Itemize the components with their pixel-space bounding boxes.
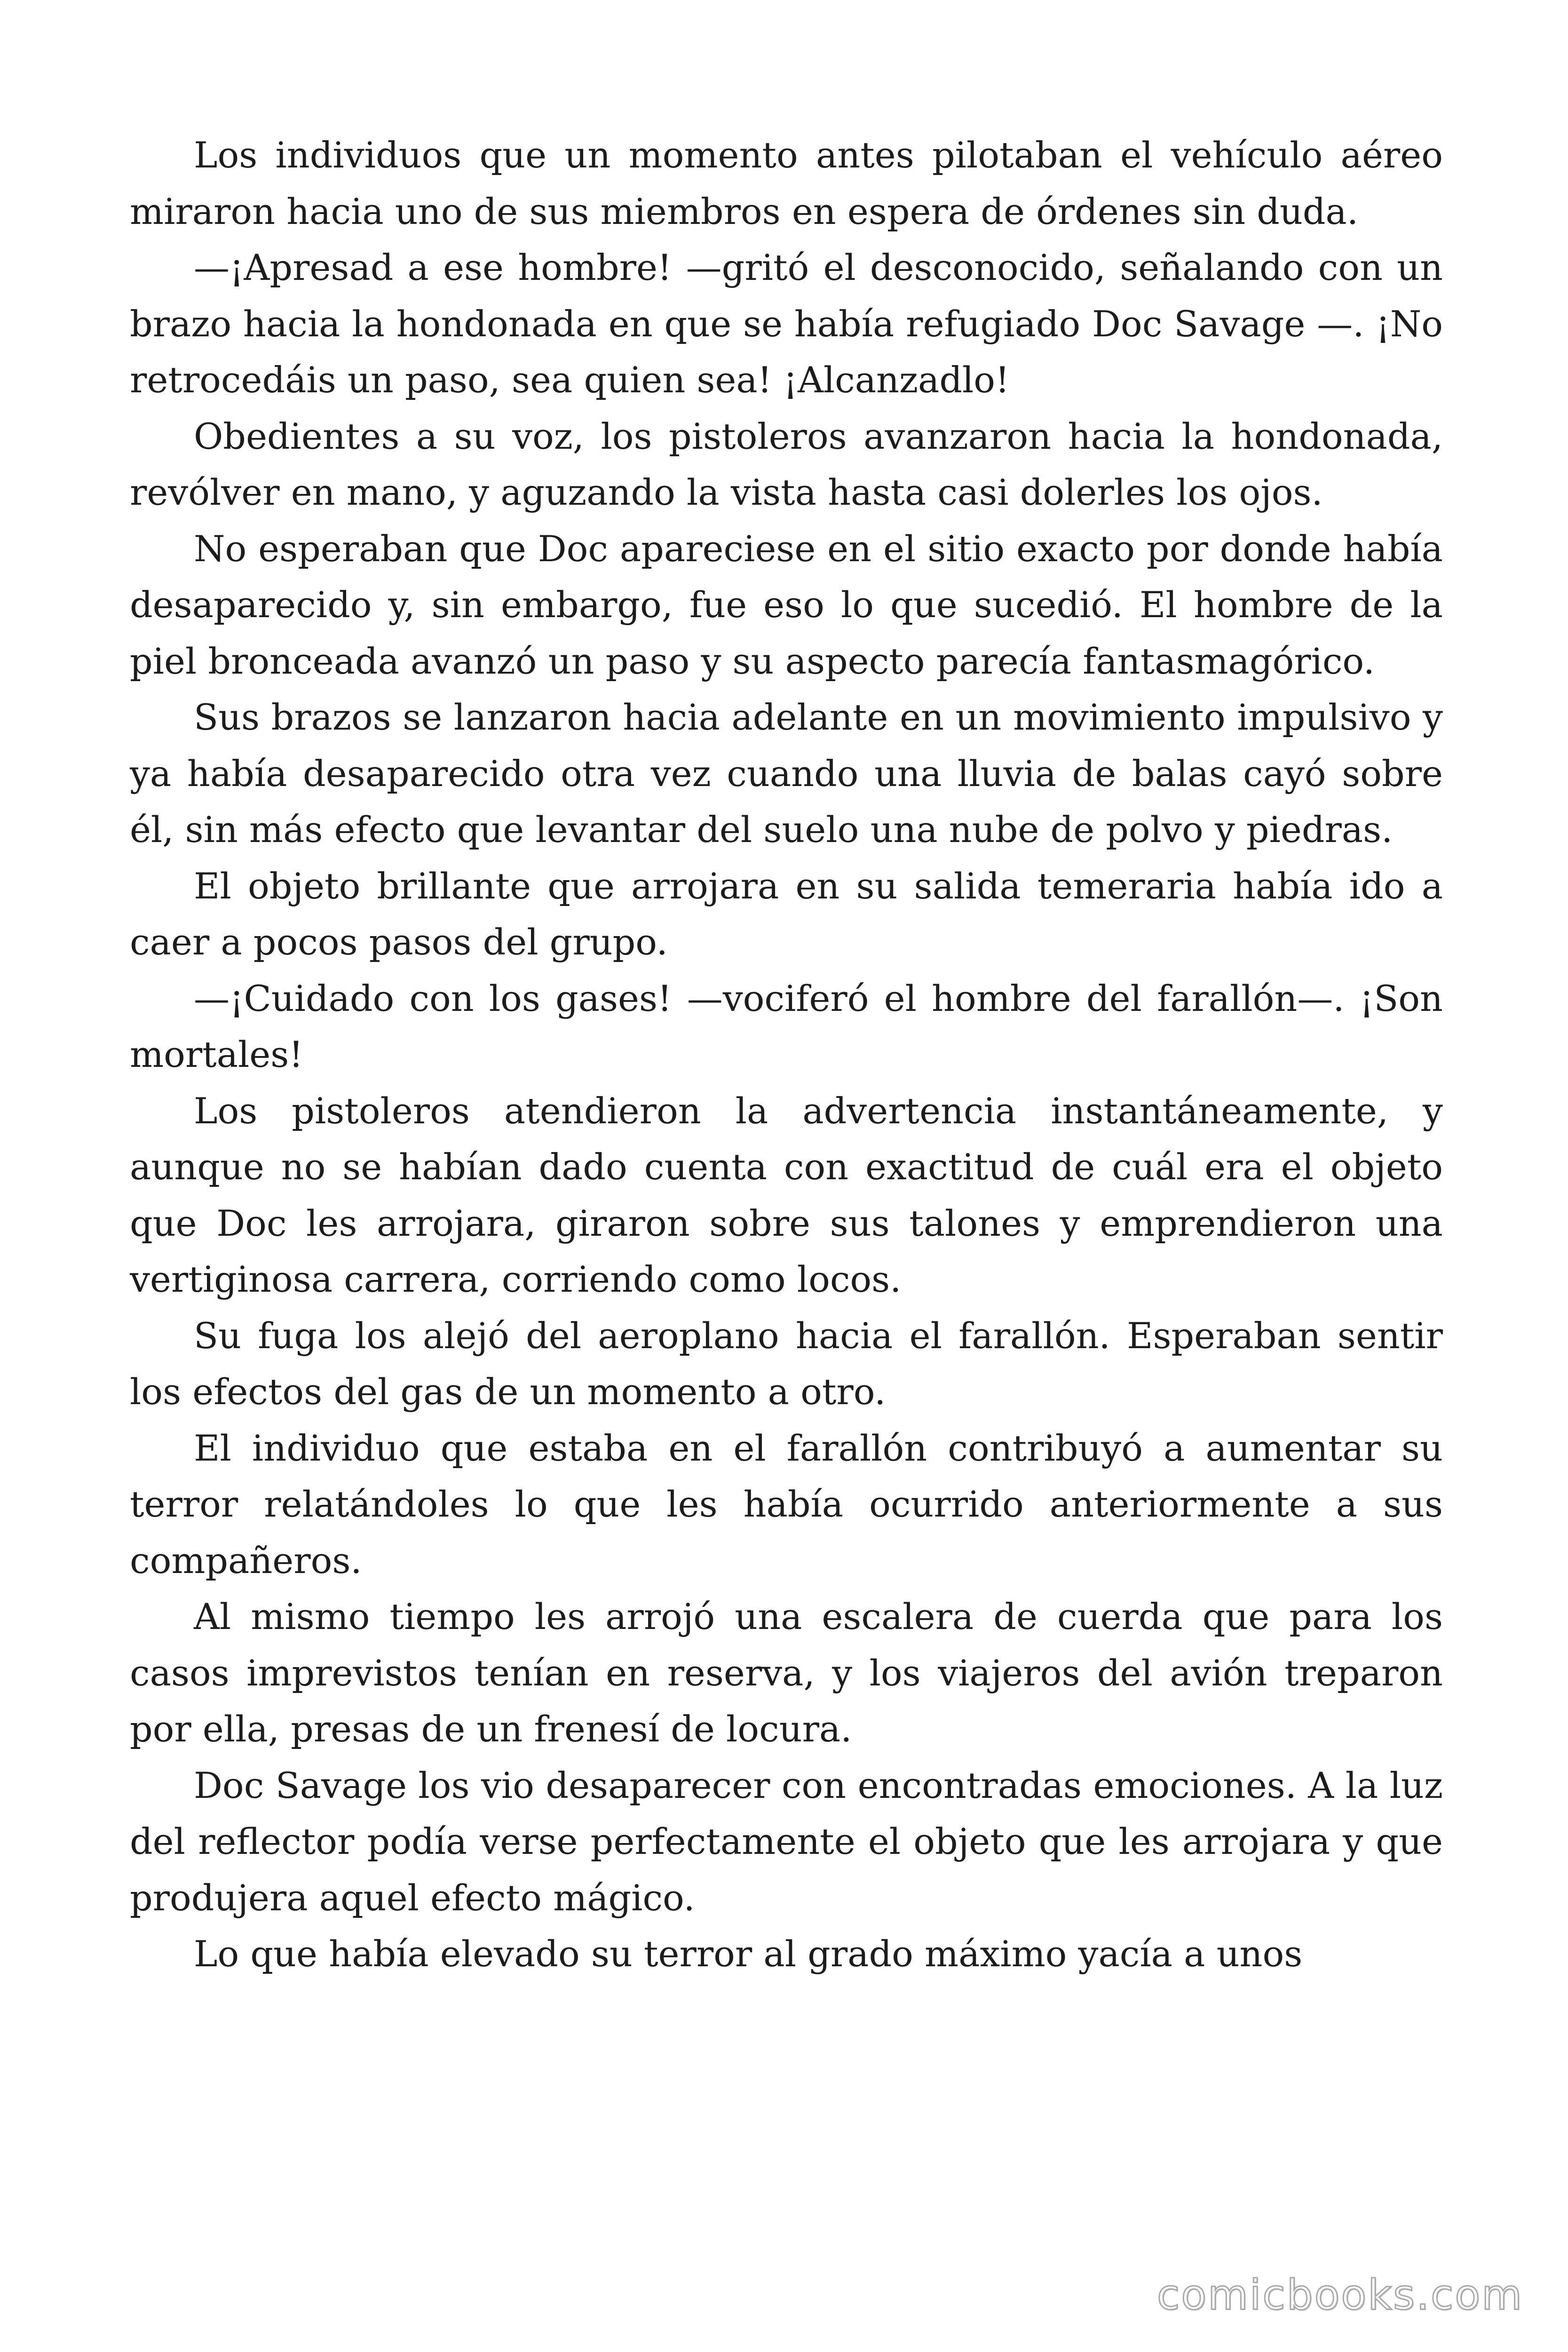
- page-body: [130, 127, 1443, 1982]
- paragraph-11: Al mismo tiempo les arrojó una escalera de cuerda que para los casos imprevistos tenían en reserva, y los viajeros del avión treparon por ella, presas de un frenesí de locura.: [130, 1596, 1443, 1750]
- paragraph-7: —¡Cuidado con los gases! —vociferó el hombre del farallón—. ¡Son mortales!: [130, 977, 1443, 1075]
- watermark: comicbooks.com: [1156, 2271, 1523, 2319]
- paragraph-6: El objeto brillante que arrojara en su salida temeraria había ido a caer a pocos pasos del grupo.: [130, 865, 1443, 963]
- paragraph-3: Obedientes a su voz, los pistoleros avanzaron hacia la hondonada, revólver en mano, y aguzando la vista hasta casi dolerles los ojos.: [130, 415, 1443, 513]
- paragraph-9: Su fuga los alejó del aeroplano hacia el farallón. Esperaban sentir los efectos del gas de un momento a otro.: [130, 1314, 1443, 1413]
- paragraph-2: —¡Apresad a ese hombre! —gritó el desconocido, señalando con un brazo hacia la hondonada en que se había refugiado Doc Savage —. ¡No retrocedáis un paso, sea quien sea! ¡Alcanzadlo!: [130, 246, 1443, 401]
- paragraph-10: El individuo que estaba en el farallón contribuyó a aumentar su terror relatándoles lo que les había ocurrido anteriormente a sus compañeros.: [130, 1427, 1443, 1581]
- paragraph-1: Los individuos que un momento antes pilotaban el vehículo aéreo miraron hacia uno de sus miembros en espera de órdenes sin duda.: [130, 134, 1443, 232]
- paragraph-13: Lo que había elevado su terror al grado máximo yacía a unos: [194, 1933, 1303, 1975]
- paragraph-4: No esperaban que Doc apareciese en el sitio exacto por donde había desaparecido y, sin embargo, fue eso lo que sucedió. El hombre de la piel bronceada avanzó un paso y su aspecto parecía fantasmagórico.: [130, 527, 1443, 682]
- paragraph-5: Sus brazos se lanzaron hacia adelante en un movimiento impulsivo y ya había desaparecido otra vez cuando una lluvia de balas cayó sobre él, sin más efecto que levantar del suelo una nube de polvo y piedras.: [130, 696, 1443, 850]
- paragraph-8: Los pistoleros atendieron la advertencia instantáneamente, y aunque no se habían dado cuenta con exactitud de cuál era el objeto que Doc les arrojara, giraron sobre sus talones y emprendieron una vertiginosa carrera, corriendo como locos.: [130, 1089, 1443, 1300]
- paragraph-12: Doc Savage los vio desaparecer con encontradas emociones. A la luz del reflector podía verse perfectamente el objeto que les arrojara y que produjera aquel efecto mágico.: [130, 1764, 1443, 1919]
